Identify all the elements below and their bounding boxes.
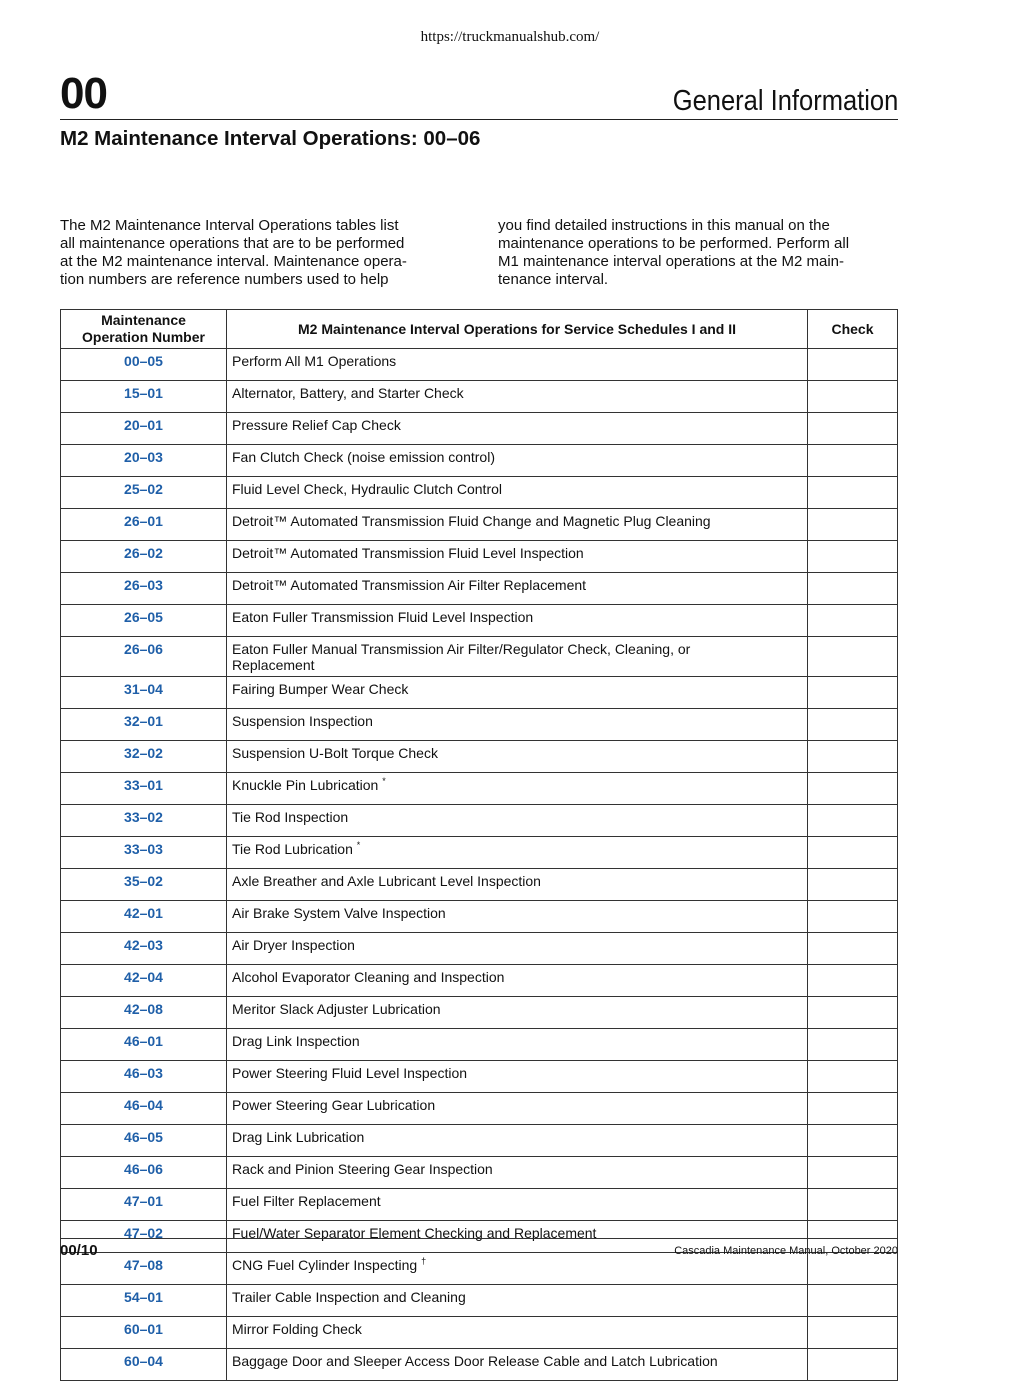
check-cell [808,445,898,477]
description-text: Mirror Folding Check [232,1321,362,1337]
description-text: Alternator, Battery, and Starter Check [232,385,464,401]
table-row [61,1093,898,1125]
operation-description [227,509,808,541]
operation-description [227,1093,808,1125]
operation-description [227,869,808,901]
table-row [61,1317,898,1349]
intro-line: The M2 Maintenance Interval Operations tables list [60,217,399,234]
description-text: Axle Breather and Axle Lubricant Level Inspection [232,873,541,889]
table-body [61,349,898,1381]
section-title: General Information [672,85,898,117]
footnote-mark: † [421,1256,427,1266]
check-cell [808,773,898,805]
operation-description [227,965,808,997]
operation-description [227,773,808,805]
header-operation-number [61,310,227,349]
operation-number: 15–01 [61,381,227,413]
operation-description [227,637,808,677]
check-cell [808,1125,898,1157]
manual-name: Cascadia Maintenance Manual, October 2020 [674,1245,898,1257]
operation-number: 47–02 [61,1221,227,1253]
check-cell [808,605,898,637]
check-cell [808,1253,898,1285]
check-cell [808,1285,898,1317]
operation-description [227,1157,808,1189]
operation-number: 26–02 [61,541,227,573]
operation-number: 26–03 [61,573,227,605]
check-cell [808,477,898,509]
description-text: Suspension Inspection [232,713,373,729]
description-text: Tie Rod Lubrication [232,841,353,857]
footnote-mark: * [382,776,386,786]
table-row [61,965,898,997]
operation-number: 35–02 [61,869,227,901]
description-text: Fairing Bumper Wear Check [232,681,409,697]
operation-number: 25–02 [61,477,227,509]
operation-number: 20–01 [61,413,227,445]
table-row [61,1253,898,1285]
description-text: Baggage Door and Sleeper Access Door Release Cable and Latch Lubrication [232,1353,718,1369]
operation-number: 32–02 [61,741,227,773]
description-text: Drag Link Lubrication [232,1129,365,1145]
table-row [61,709,898,741]
intro-line: M1 maintenance interval operations at the M2 main- [498,253,845,270]
header-number-line1: Maintenance [101,312,186,328]
check-cell [808,709,898,741]
page-number: 00/10 [60,1242,98,1259]
table-header-row [61,310,898,349]
operation-number: 60–01 [61,1317,227,1349]
operation-description [227,837,808,869]
operation-number: 00–05 [61,349,227,381]
check-cell [808,677,898,709]
operation-description [227,901,808,933]
description-text: Air Dryer Inspection [232,937,355,953]
description-text: Pressure Relief Cap Check [232,417,401,433]
header-check: Check [808,310,898,349]
table-row [61,805,898,837]
operation-description [227,605,808,637]
description-text: Detroit™ Automated Transmission Fluid Level Inspection [232,545,584,561]
description-text: Rack and Pinion Steering Gear Inspection [232,1161,493,1177]
section-number: 00 [60,69,107,118]
table-row [61,997,898,1029]
operation-number: 46–06 [61,1157,227,1189]
table-row [61,349,898,381]
operation-description [227,541,808,573]
check-cell [808,837,898,869]
operation-description [227,445,808,477]
table-row [61,1125,898,1157]
operation-number: 26–05 [61,605,227,637]
description-text: Detroit™ Automated Transmission Air Filter Replacement [232,577,587,593]
description-text: Tie Rod Inspection [232,809,349,825]
operation-description [227,741,808,773]
table-row [61,773,898,805]
table-row [61,445,898,477]
operation-description [227,349,808,381]
check-cell [808,509,898,541]
operation-description [227,677,808,709]
operation-description [227,1061,808,1093]
description-text: Fluid Level Check, Hydraulic Clutch Control [232,481,502,497]
table-row [61,901,898,933]
operation-number: 60–04 [61,1349,227,1381]
header-rule [60,119,898,120]
operation-number: 46–01 [61,1029,227,1061]
table-row [61,1349,898,1381]
table-row [61,381,898,413]
description-text: Fuel Filter Replacement [232,1193,381,1209]
table-row [61,573,898,605]
description-text: Knuckle Pin Lubrication [232,777,379,793]
page-title: M2 Maintenance Interval Operations: 00–06 [60,127,481,150]
table-row [61,541,898,573]
table-row [61,1029,898,1061]
operation-number: 47–01 [61,1189,227,1221]
maintenance-operations-table [60,309,898,1381]
description-text: Eaton Fuller Manual Transmission Air Filter/Regulator Check, Cleaning, or [232,641,691,657]
operation-number: 42–03 [61,933,227,965]
intro-right-column [498,217,898,289]
table-row [61,933,898,965]
operation-description [227,1285,808,1317]
check-cell [808,1157,898,1189]
operation-number: 20–03 [61,445,227,477]
check-cell [808,1349,898,1381]
table-row [61,413,898,445]
operation-description [227,413,808,445]
check-cell [808,869,898,901]
table-row [61,509,898,541]
check-cell [808,349,898,381]
table-row [61,677,898,709]
intro-line: all maintenance operations that are to be performed [60,235,405,252]
check-cell [808,1317,898,1349]
check-cell [808,1061,898,1093]
description-text: Air Brake System Valve Inspection [232,905,446,921]
operation-description [227,1189,808,1221]
operation-description [227,997,808,1029]
header-number-line2: Operation Number [82,329,205,345]
description-text: Alcohol Evaporator Cleaning and Inspection [232,969,505,985]
footer-rule [60,1238,898,1239]
table-row [61,1157,898,1189]
operation-number: 54–01 [61,1285,227,1317]
operation-number: 31–04 [61,677,227,709]
operation-number: 33–02 [61,805,227,837]
operation-number: 42–08 [61,997,227,1029]
table-row [61,1285,898,1317]
check-cell [808,805,898,837]
intro-line: tion numbers are reference numbers used to help [60,271,389,288]
check-cell [808,901,898,933]
operation-number: 42–01 [61,901,227,933]
description-text: Meritor Slack Adjuster Lubrication [232,1001,441,1017]
source-url: https://truckmanualshub.com/ [420,29,600,45]
description-text: Eaton Fuller Transmission Fluid Level Inspection [232,609,534,625]
table-row [61,741,898,773]
operation-number: 46–05 [61,1125,227,1157]
operation-description [227,933,808,965]
header-description: M2 Maintenance Interval Operations for Service Schedules I and II [227,310,808,349]
description-text: Fuel/Water Separator Element Checking and Replacement [232,1225,597,1241]
check-cell [808,413,898,445]
operation-number: 32–01 [61,709,227,741]
description-text: Detroit™ Automated Transmission Fluid Change and Magnetic Plug Cleaning [232,513,711,529]
operation-description [227,381,808,413]
table-row [61,837,898,869]
check-cell [808,637,898,677]
table-row [61,477,898,509]
footnote-mark: * [356,840,361,850]
operation-description [227,1125,808,1157]
intro-line: maintenance operations to be performed. Perform all [498,235,850,252]
intro-left-column [60,217,460,289]
description-text: Fan Clutch Check (noise emission control) [232,449,495,465]
table-row [61,605,898,637]
operation-description [227,573,808,605]
description-text: Power Steering Gear Lubrication [232,1097,436,1113]
check-cell [808,1029,898,1061]
check-cell [808,997,898,1029]
operation-number: 26–01 [61,509,227,541]
operation-description [227,709,808,741]
operation-description [227,805,808,837]
check-cell [808,965,898,997]
table-row [61,637,898,677]
table-row [61,869,898,901]
description-text: CNG Fuel Cylinder Inspecting [232,1257,418,1273]
check-cell [808,1189,898,1221]
operation-number: 26–06 [61,637,227,677]
intro-line: tenance interval. [498,271,609,288]
table-row [61,1061,898,1093]
intro-line: you find detailed instructions in this manual on the [498,217,830,234]
operation-description [227,1029,808,1061]
check-cell [808,1093,898,1125]
operation-description [227,1253,808,1285]
description-text: Power Steering Fluid Level Inspection [232,1065,468,1081]
operation-number: 33–03 [61,837,227,869]
operation-number: 46–03 [61,1061,227,1093]
check-cell [808,573,898,605]
description-text: Trailer Cable Inspection and Cleaning [232,1289,466,1305]
description-text: Suspension U-Bolt Torque Check [232,745,438,761]
table-row [61,1189,898,1221]
operation-description [227,477,808,509]
intro-line: at the M2 maintenance interval. Maintenance opera- [60,253,407,270]
description-text: Drag Link Inspection [232,1033,360,1049]
check-cell [808,541,898,573]
operation-number: 46–04 [61,1093,227,1125]
description-text: Perform All M1 Operations [232,353,397,369]
check-cell [808,381,898,413]
check-cell [808,933,898,965]
operation-number: 42–04 [61,965,227,997]
description-text-line2: Replacement [232,657,315,673]
operation-number: 47–08 [61,1253,227,1285]
operation-description [227,1349,808,1381]
check-cell [808,741,898,773]
operation-number: 33–01 [61,773,227,805]
operation-description [227,1317,808,1349]
